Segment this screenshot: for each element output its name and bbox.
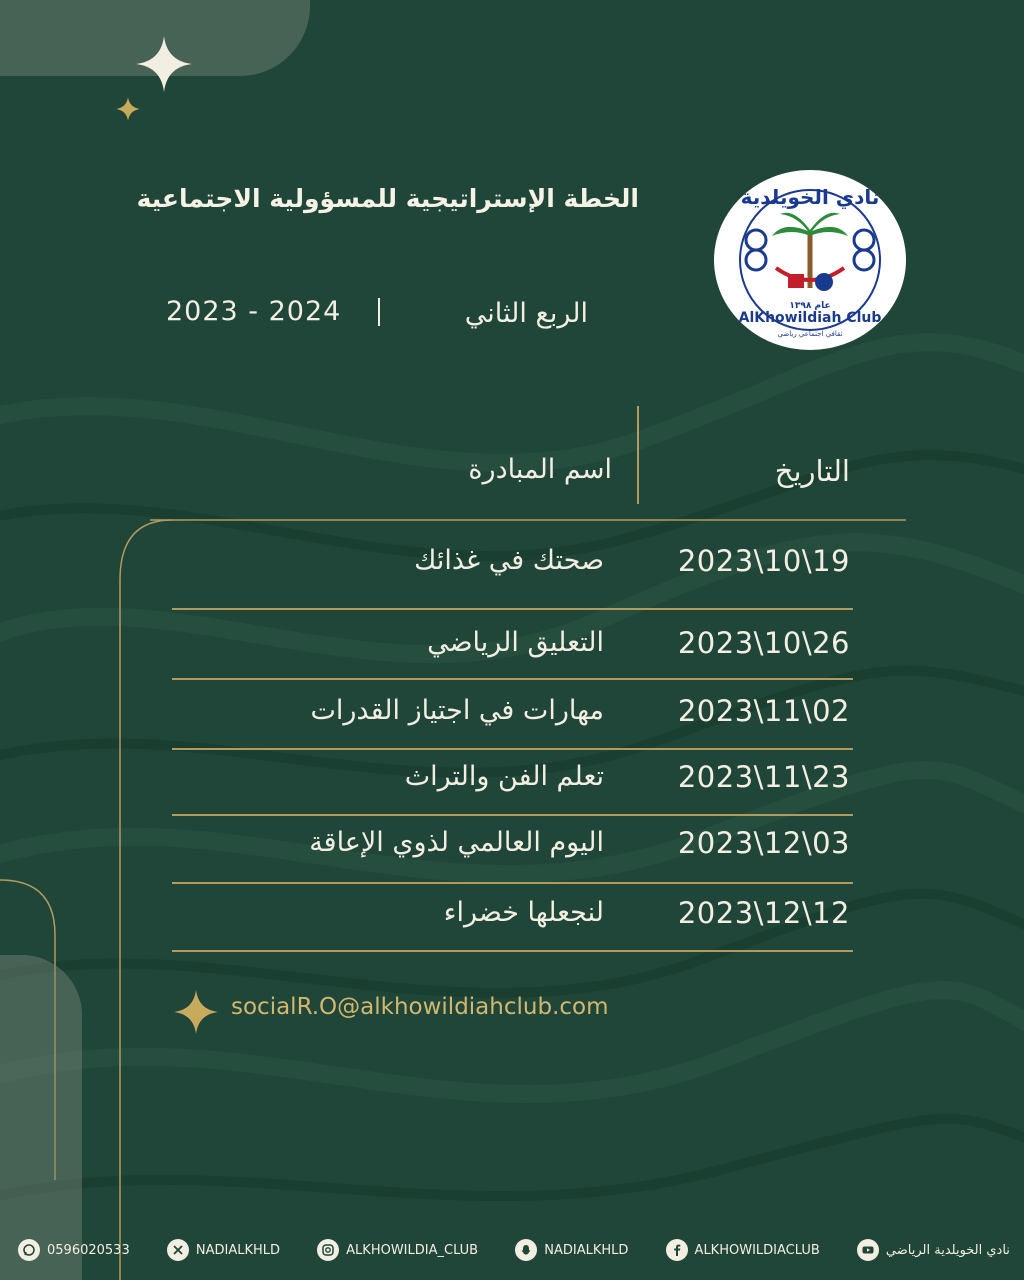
decor-panel-bottom: [0, 955, 82, 1280]
row-date: 2023\11\23: [677, 760, 850, 794]
page-title: الخطة الإستراتيجية للمسؤولية الاجتماعية: [136, 184, 639, 213]
quarter-label: الربع الثاني: [464, 298, 588, 329]
x-icon: [167, 1239, 189, 1261]
row-divider: [172, 814, 853, 816]
sparkle-small-icon: [115, 96, 141, 122]
whatsapp-icon: [18, 1239, 40, 1261]
email-link[interactable]: socialR.O@alkhowildiahclub.com: [231, 994, 609, 1020]
footer-youtube[interactable]: [857, 1239, 1010, 1261]
quarter-separator: [378, 298, 380, 326]
header-divider: [637, 406, 639, 504]
footer-facebook-text: ALKHOWILDIACLUB: [694, 1242, 820, 1258]
row-date: 2023\12\03: [677, 826, 850, 860]
snapchat-icon: [515, 1239, 537, 1261]
footer-facebook[interactable]: [666, 1239, 820, 1261]
sparkle-email-icon: [172, 988, 220, 1036]
youtube-icon: [857, 1239, 879, 1261]
row-divider: [172, 608, 853, 610]
row-divider: [172, 950, 853, 952]
footer-instagram-text: ALKHOWILDIA_CLUB: [346, 1242, 479, 1258]
row-date: 2023\10\19: [677, 544, 850, 578]
logo-founded: عام ١٣٩٨: [789, 301, 831, 311]
logo-english-name: AlKhowildiah Club: [738, 310, 882, 326]
row-initiative-name: التعليق الرياضي: [427, 627, 604, 658]
year-label: 2023 - 2024: [166, 296, 342, 327]
club-logo: [714, 170, 906, 350]
footer-snapchat[interactable]: [515, 1239, 628, 1261]
row-initiative-name: مهارات في اجتياز القدرات: [310, 695, 604, 726]
row-date: 2023\10\26: [677, 626, 850, 660]
footer-x-text: NADIALKHLD: [195, 1242, 281, 1258]
row-initiative-name: اليوم العالمي لذوي الإعاقة: [309, 827, 604, 858]
row-initiative-name: لنجعلها خضراء: [443, 897, 604, 928]
instagram-icon: [317, 1239, 339, 1261]
footer-whatsapp[interactable]: [18, 1239, 130, 1261]
row-divider: [172, 678, 853, 680]
facebook-icon: [666, 1239, 688, 1261]
footer-instagram[interactable]: [317, 1239, 478, 1261]
footer-youtube-text: نادي الخويلدية الرياضي: [885, 1242, 1010, 1258]
footer-snapchat-text: NADIALKHLD: [544, 1242, 629, 1258]
sparkle-icon: [134, 34, 194, 94]
logo-arabic-name: نادي الخويلدية: [740, 185, 880, 209]
row-divider: [172, 748, 853, 750]
row-date: 2023\12\12: [677, 896, 850, 930]
row-initiative-name: تعلم الفن والتراث: [404, 761, 604, 792]
footer-whatsapp-text: 0596020533: [47, 1242, 130, 1258]
header-date: التاريخ: [774, 454, 850, 488]
row-divider: [172, 882, 853, 884]
row-date: 2023\11\02: [677, 694, 850, 728]
row-initiative-name: صحتك في غذائك: [414, 545, 604, 576]
logo-motto: ثقافي اجتماعي رياضي: [777, 330, 843, 338]
social-footer: [18, 1238, 1010, 1262]
footer-x[interactable]: [167, 1239, 280, 1261]
header-initiative-name: اسم المبادرة: [468, 454, 612, 485]
